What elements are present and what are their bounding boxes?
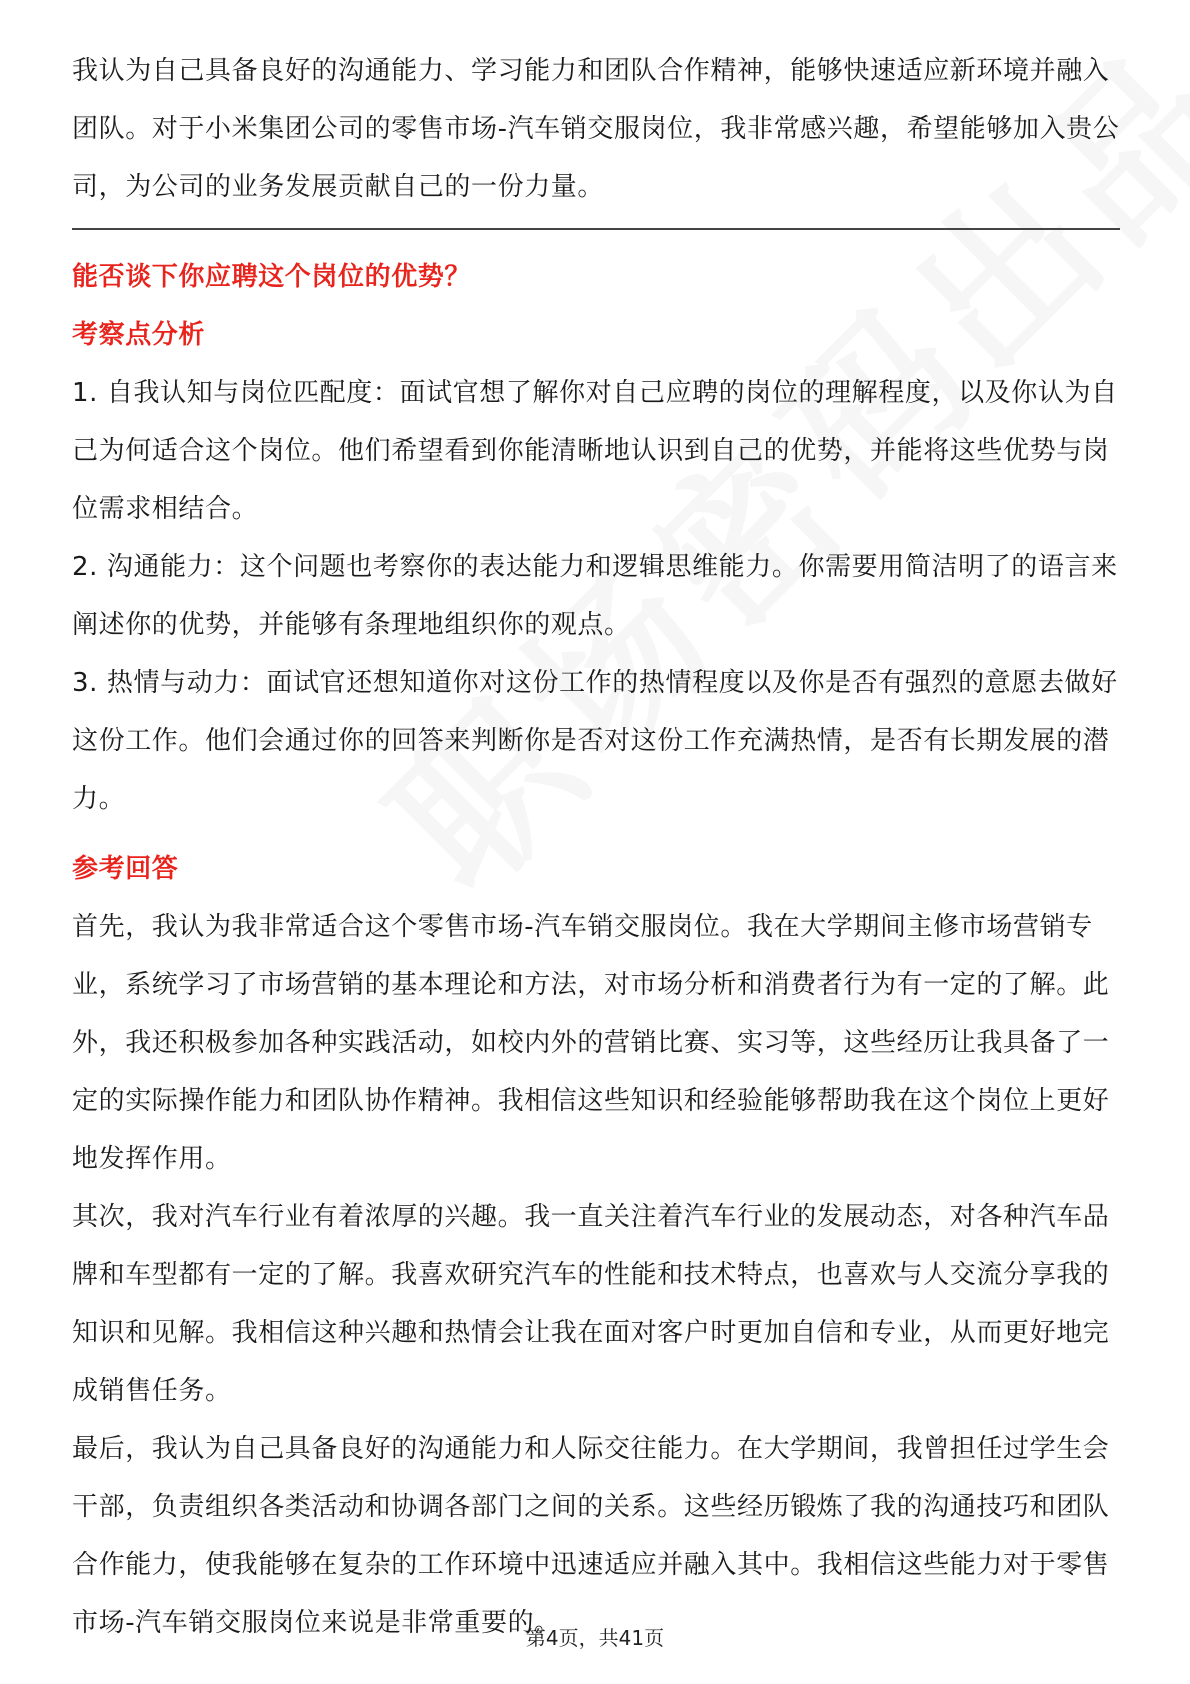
answer-heading: 参考回答 (72, 854, 179, 884)
intro-paragraph: 我认为自己具备良好的沟通能力、学习能力和团队合作精神，能够快速适应新环境并融入团队。对于小米集团公司的零售市场-汽车销交服岗位，我非常感兴趣，希望能够加入贵公司，为公司的业务发展贡献自己的一份力量。 (72, 56, 1120, 202)
analysis-item: 2. 沟通能力：这个问题也考察你的表达能力和逻辑思维能力。你需要用简洁明了的语言来阐述你的优势，并能够有条理地组织你的观点。 (72, 552, 1118, 640)
answer-paragraph: 首先，我认为我非常适合这个零售市场-汽车销交服岗位。我在大学期间主修市场营销专业，系统学习了市场营销的基本理论和方法，对市场分析和消费者行为有一定的了解。此外，我还积极参加各种实践活动，如校内外的营销比赛、实习等，这些经历让我具备了一定的实际操作能力和团队协作精神。我相信这些知识和经验能够帮助我在这个岗位上更好地发挥作用。 (72, 912, 1110, 1174)
question-title: 能否谈下你应聘这个岗位的优势？ (72, 262, 472, 292)
answer-paragraph: 最后，我认为自己具备良好的沟通能力和人际交往能力。在大学期间，我曾担任过学生会干部，负责组织各类活动和协调各部门之间的关系。这些经历锻炼了我的沟通技巧和团队合作能力，使我能够在复杂的工作环境中迅速适应并融入其中。我相信这些能力对于零售市场-汽车销交服岗位来说是非常重要的。 (72, 1434, 1110, 1638)
answer-paragraph: 其次，我对汽车行业有着浓厚的兴趣。我一直关注着汽车行业的发展动态，对各种汽车品牌和车型都有一定的了解。我喜欢研究汽车的性能和技术特点，也喜欢与人交流分享我的知识和见解。我相信这种兴趣和热情会让我在面对客户时更加自信和专业，从而更好地完成销售任务。 (72, 1202, 1110, 1406)
section-divider (72, 228, 1120, 230)
analysis-item: 3. 热情与动力：面试官还想知道你对这份工作的热情程度以及你是否有强烈的意愿去做好这份工作。他们会通过你的回答来判断你是否对这份工作充满热情，是否有长期发展的潜力。 (72, 668, 1118, 814)
analysis-heading: 考察点分析 (72, 320, 206, 350)
analysis-item: 1. 自我认知与岗位匹配度：面试官想了解你对自己应聘的岗位的理解程度，以及你认为自己为何适合这个岗位。他们希望看到你能清晰地认识到自己的优势，并能将这些优势与岗位需求相结合。 (72, 378, 1118, 524)
page-number: 第4页，共41页 (525, 1626, 665, 1650)
page-content (72, 42, 1120, 1652)
